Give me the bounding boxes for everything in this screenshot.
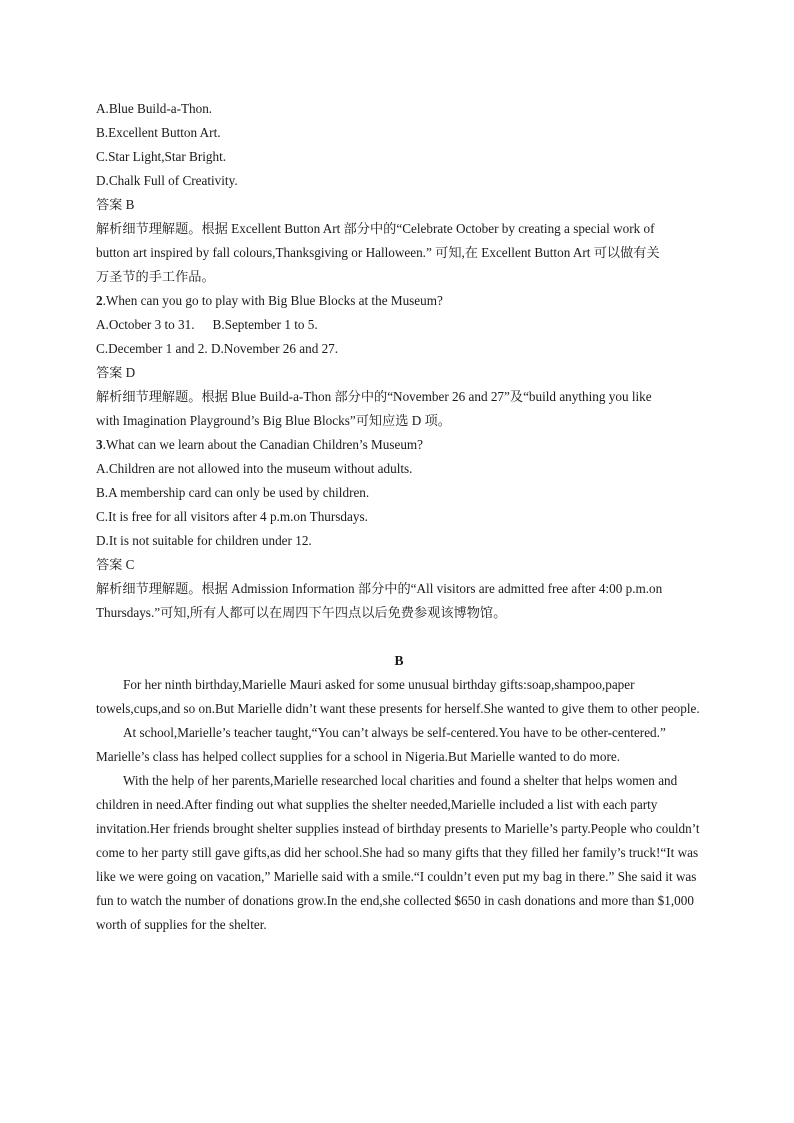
q1-option-a: A.Blue Build-a-Thon. xyxy=(96,101,213,116)
q3-question-text: .What can we learn about the Canadian Children’s Museum? xyxy=(102,437,424,452)
q3-explanation-line-2: Thursdays.”可知,所有人都可以在周四下午四点以后免费参观该博物馆。 xyxy=(96,605,507,620)
q2-options-cd: C.December 1 and 2. D.November 26 and 27. xyxy=(96,341,339,356)
q3-answer: 答案 C xyxy=(96,557,135,572)
q3-option-b: B.A membership card can only be used by children. xyxy=(96,485,370,500)
q1-explanation-line-2: button art inspired by fall colours,Thanksgiving or Halloween.” 可知,在 Excellent Button Art 可以做有关 xyxy=(96,245,660,260)
q3-number: 3 xyxy=(96,437,103,452)
q1-explanation-line-1: 解析细节理解题。根据 Excellent Button Art 部分中的“Celebrate October by creating a special work of xyxy=(96,221,655,236)
q2-option-a: A.October 3 to 31. xyxy=(96,317,195,332)
section-b-paragraph-1: For her ninth birthday,Marielle Mauri asked for some unusual birthday gifts:soap,shampoo,paper towels,cups,and so on.But Marielle didn’t want these presents for herself.She wanted to give them to other people. xyxy=(96,677,700,716)
q1-answer: 答案 B xyxy=(96,197,135,212)
q2-explanation-line-1: 解析细节理解题。根据 Blue Build-a-Thon 部分中的“November 26 and 27”及“build anything you like xyxy=(96,389,652,404)
q1-explanation-line-3: 万圣节的手工作品。 xyxy=(96,269,215,284)
q2-explanation-line-2: with Imagination Playground’s Big Blue Blocks”可知应选 D 项。 xyxy=(96,413,451,428)
q2-question xyxy=(96,289,702,313)
q2-question-text: .When can you go to play with Big Blue Blocks at the Museum? xyxy=(102,293,443,308)
section-b-paragraph-2: At school,Marielle’s teacher taught,“You can’t always be self-centered.You have to be other-centered.” Marielle’s class has helped collect supplies for a school in Nigeria.But Marielle wanted to do more. xyxy=(96,725,666,764)
q1-option-b: B.Excellent Button Art. xyxy=(96,125,221,140)
section-b-paragraph-3: With the help of her parents,Marielle researched local charities and found a shelter that helps women and children in need.After finding out what supplies the shelter needed,Marielle included a list with each party invitation.Her friends brought shelter supplies instead of birthday presents to Marielle’s party.People who couldn’t come to her party still gave gifts,as did her school.She had so many gifts that they filled her family’s truck!“It was like we were going on vacation,” Marielle said with a smile.“I couldn’t even put my bag in there.” She said it was fun to watch the number of donations grow.In the end,she collected $650 in cash donations and more than $1,000 worth of supplies for the shelter. xyxy=(96,773,700,932)
q2-answer: 答案 D xyxy=(96,365,136,380)
q2-number: 2 xyxy=(96,293,103,308)
q3-option-a: A.Children are not allowed into the museum without adults. xyxy=(96,461,413,476)
q3-explanation-line-1: 解析细节理解题。根据 Admission Information 部分中的“All visitors are admitted free after 4:00 p.m.on xyxy=(96,581,663,596)
q2-options-ab xyxy=(96,313,702,337)
q3-option-c: C.It is free for all visitors after 4 p.m.on Thursdays. xyxy=(96,509,368,524)
q2-option-b: B.September 1 to 5. xyxy=(212,317,318,332)
section-b-heading: B xyxy=(394,653,404,668)
q3-option-d: D.It is not suitable for children under 12. xyxy=(96,533,312,548)
q1-option-d: D.Chalk Full of Creativity. xyxy=(96,173,238,188)
document-content xyxy=(96,97,702,937)
q1-option-c: C.Star Light,Star Bright. xyxy=(96,149,227,164)
q3-question xyxy=(96,433,702,457)
